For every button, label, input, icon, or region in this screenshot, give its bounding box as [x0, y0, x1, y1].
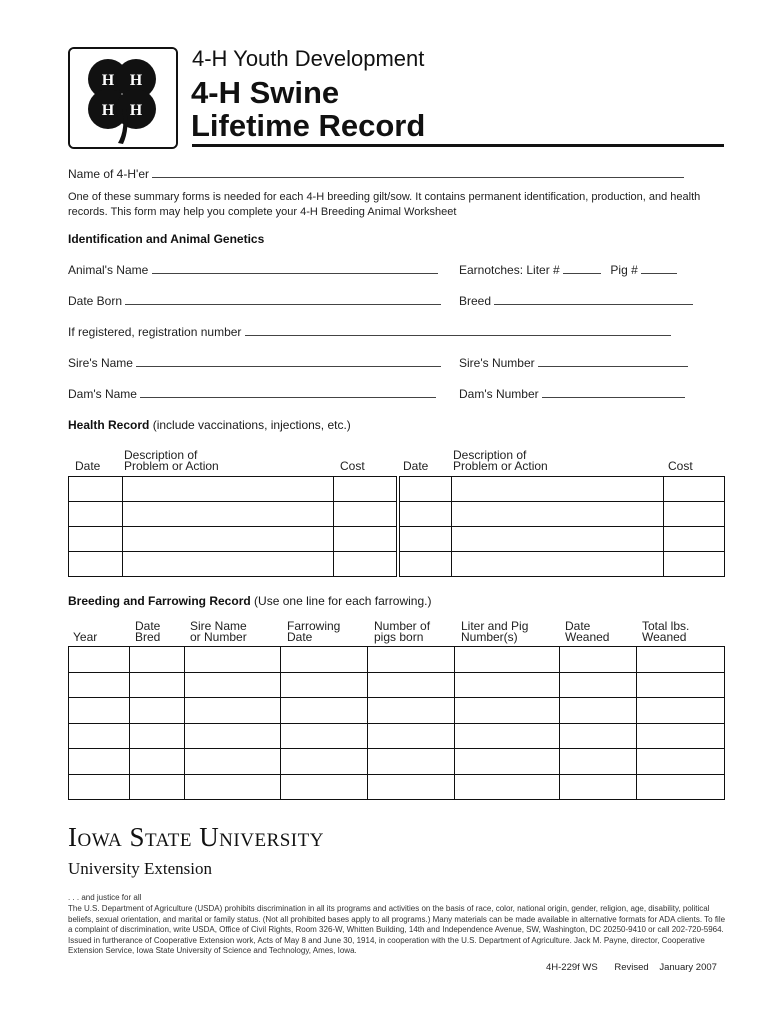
breeding-col-header — [287, 621, 340, 643]
health-col-desc-left-l2: Problem or Action — [124, 459, 219, 473]
breed-label: Breed — [459, 294, 492, 308]
breeding-cell-sire[interactable] — [185, 774, 281, 800]
sire-name-blank[interactable] — [136, 356, 441, 367]
breeding-cell-date-bred[interactable] — [130, 698, 185, 724]
sire-number-label: Sire's Number — [459, 356, 535, 370]
revision-date: January 2007 — [659, 962, 717, 973]
breeding-cell-farrowing-date[interactable] — [281, 723, 368, 749]
health-cell-cost-right[interactable] — [664, 527, 725, 552]
health-cell-date-right[interactable] — [400, 477, 452, 502]
health-cell-date-right[interactable] — [400, 502, 452, 527]
health-table-row — [69, 502, 725, 527]
breeding-cell-year[interactable] — [69, 723, 130, 749]
breeding-cell-farrowing-date[interactable] — [281, 774, 368, 800]
breeding-cell-date-weaned[interactable] — [560, 774, 637, 800]
health-cell-description-left[interactable] — [123, 552, 334, 577]
breeding-table-row — [69, 774, 725, 800]
breeding-cell-litter-pig-numbers[interactable] — [455, 698, 560, 724]
isu-wordmark — [68, 822, 324, 853]
dam-number-field[interactable] — [459, 387, 685, 401]
sire-name-label: Sire's Name — [68, 356, 133, 370]
breeding-cell-date-bred[interactable] — [130, 647, 185, 673]
breeding-col-header-line1: Date — [135, 619, 161, 633]
breeding-table-row — [69, 723, 725, 749]
department-subtitle: 4-H Youth Development — [192, 46, 425, 71]
health-table-row — [69, 527, 725, 552]
identification-heading: Identification and Animal Genetics — [68, 232, 265, 246]
litter-number-blank[interactable] — [563, 263, 601, 274]
breeding-cell-date-weaned[interactable] — [560, 672, 637, 698]
date-born-label: Date Born — [68, 294, 123, 308]
breeding-cell-pigs-born[interactable] — [368, 698, 455, 724]
health-cell-date-right[interactable] — [400, 552, 452, 577]
registration-blank[interactable] — [245, 325, 671, 336]
breeding-cell-year[interactable] — [69, 672, 130, 698]
4h-clover-logo — [68, 47, 178, 149]
breeding-col-header — [73, 621, 97, 643]
breeding-col-header — [374, 621, 430, 643]
pig-number-label: Pig # — [610, 263, 638, 277]
breeding-col-header — [461, 621, 528, 643]
breeding-cell-pigs-born[interactable] — [368, 647, 455, 673]
breeding-cell-sire[interactable] — [185, 647, 281, 673]
health-record-table — [68, 476, 725, 577]
svg-text:H: H — [129, 72, 143, 89]
breeding-col-header-line1: Liter and Pig — [461, 619, 529, 633]
svg-text:H: H — [101, 102, 115, 119]
breeding-cell-date-weaned[interactable] — [560, 749, 637, 775]
breeding-cell-date-bred[interactable] — [130, 749, 185, 775]
breeding-table-row — [69, 749, 725, 775]
sire-number-blank[interactable] — [538, 356, 688, 367]
breeding-cell-date-weaned[interactable] — [560, 698, 637, 724]
health-cell-description-right[interactable] — [452, 502, 664, 527]
breeding-cell-sire[interactable] — [185, 723, 281, 749]
health-cell-date-left[interactable] — [69, 552, 123, 577]
health-col-desc-left — [124, 450, 219, 472]
breeding-cell-farrowing-date[interactable] — [281, 647, 368, 673]
earnotches-field[interactable] — [459, 263, 677, 277]
health-cell-description-right[interactable] — [452, 477, 664, 502]
logo-mark: 18 U.S.C. 707 — [136, 136, 168, 142]
clover-icon — [70, 49, 176, 147]
name-field[interactable] — [68, 167, 684, 181]
breeding-table-row — [69, 698, 725, 724]
breeding-cell-farrowing-date[interactable] — [281, 749, 368, 775]
breeding-col-header-line2: Number(s) — [461, 630, 518, 644]
breeding-cell-total-lbs-weaned[interactable] — [637, 672, 725, 698]
breeding-cell-date-bred[interactable] — [130, 723, 185, 749]
health-cell-cost-right[interactable] — [664, 552, 725, 577]
breed-field[interactable] — [459, 294, 693, 308]
breeding-cell-total-lbs-weaned[interactable] — [637, 698, 725, 724]
health-cell-date-right[interactable] — [400, 527, 452, 552]
breeding-cell-farrowing-date[interactable] — [281, 698, 368, 724]
breeding-col-header-line2: or Number — [190, 630, 247, 644]
page-title — [191, 76, 425, 142]
breeding-col-header — [565, 621, 609, 643]
breeding-cell-total-lbs-weaned[interactable] — [637, 723, 725, 749]
breeding-cell-total-lbs-weaned[interactable] — [637, 749, 725, 775]
breeding-col-header-line1: Date — [565, 619, 591, 633]
health-col-date-left: Date — [75, 459, 101, 473]
breeding-col-header — [190, 621, 247, 643]
health-cell-cost-right[interactable] — [664, 477, 725, 502]
breeding-cell-year[interactable] — [69, 774, 130, 800]
breeding-cell-litter-pig-numbers[interactable] — [455, 723, 560, 749]
breeding-cell-date-weaned[interactable] — [560, 647, 637, 673]
form-code — [546, 962, 717, 973]
breeding-cell-sire[interactable] — [185, 672, 281, 698]
date-born-blank[interactable] — [125, 294, 441, 305]
breeding-col-header-line2: Weaned — [565, 630, 610, 644]
breeding-col-header-line1: Number of — [374, 619, 431, 633]
breeding-cell-pigs-born[interactable] — [368, 774, 455, 800]
health-col-cost-right: Cost — [668, 459, 693, 473]
breeding-cell-farrowing-date[interactable] — [281, 672, 368, 698]
health-cell-cost-left[interactable] — [334, 502, 397, 527]
health-col-cost-left: Cost — [340, 459, 365, 473]
breeding-col-header — [135, 621, 160, 643]
breeding-cell-litter-pig-numbers[interactable] — [455, 749, 560, 775]
registration-label: If registered, registration number — [68, 325, 242, 339]
svg-text:H: H — [129, 102, 143, 119]
health-heading-title: Health Record — [68, 418, 150, 432]
breeding-col-header-line2: Year — [73, 630, 98, 644]
health-heading-note: (include vaccinations, injections, etc.) — [152, 418, 351, 432]
title-line-2: Lifetime Record — [191, 108, 426, 143]
breeding-heading — [68, 594, 431, 608]
breed-blank[interactable] — [494, 294, 693, 305]
breeding-heading-note: (Use one line for each farrowing.) — [254, 594, 432, 608]
health-cell-cost-left[interactable] — [334, 527, 397, 552]
svg-text:H: H — [101, 72, 115, 89]
name-label: Name of 4-H'er — [68, 167, 149, 181]
breeding-cell-pigs-born[interactable] — [368, 723, 455, 749]
breeding-cell-pigs-born[interactable] — [368, 672, 455, 698]
health-cell-description-left[interactable] — [123, 502, 334, 527]
sire-number-field[interactable] — [459, 356, 688, 370]
health-cell-description-right[interactable] — [452, 552, 664, 577]
breeding-cell-total-lbs-weaned[interactable] — [637, 774, 725, 800]
date-born-field[interactable] — [68, 294, 441, 308]
intro-paragraph: One of these summary forms is needed for each 4-H breeding gilt/sow. It contains permanent identification, production, and health records. This form may help you complete your 4-H Breeding Animal Worksheet — [68, 191, 701, 218]
breeding-table-row — [69, 672, 725, 698]
health-cell-cost-left[interactable] — [334, 477, 397, 502]
title-line-1: 4-H Swine — [191, 75, 340, 110]
health-col-desc-right-l2: Problem or Action — [453, 459, 548, 473]
university-name: Iowa State University — [68, 822, 324, 852]
dam-name-field[interactable] — [68, 387, 436, 401]
breeding-cell-sire[interactable] — [185, 749, 281, 775]
dam-name-label: Dam's Name — [68, 387, 137, 401]
breeding-col-header-line2: pigs born — [374, 630, 424, 644]
breeding-cell-litter-pig-numbers[interactable] — [455, 672, 560, 698]
animal-name-blank[interactable] — [152, 263, 438, 274]
usda-disclaimer: The U.S. Department of Agriculture (USDA) prohibits discrimination in all its programs and activities on the basis of race, color, national origin, gender, religion, age, disability, political beliefs, sexual orientation, and marital or family status. (Not all prohibited bases apply to all programs.) Many materials can be made available in alternative formats for ADA clients. To file a complaint of discrimination, write USDA, Office of Civil Rights, Room 326-W, Whitten Building, 14th and Independence Avenue, SW, Washington, DC 20250-9410 or call 202-720-5964. Issued in furtherance of Cooperative Extension work, Acts of May 8 and June 30, 1914, in cooperation with the U.S. Department of Agriculture. Jack M. Payne, director, Cooperative Extension Service, Iowa State University of Science and Technology, Ames, Iowa. — [68, 904, 726, 955]
health-col-desc-right-l1: Description of — [453, 448, 527, 462]
pig-number-blank[interactable] — [641, 263, 677, 274]
breeding-cell-sire[interactable] — [185, 698, 281, 724]
earnotches-label: Earnotches: Liter # — [459, 263, 560, 277]
name-blank[interactable] — [152, 167, 684, 178]
health-col-desc-left-l1: Description of — [124, 448, 198, 462]
health-cell-description-left[interactable] — [123, 477, 334, 502]
health-cell-date-left[interactable] — [69, 477, 123, 502]
health-cell-cost-right[interactable] — [664, 502, 725, 527]
header-rule — [192, 144, 724, 147]
dam-number-label: Dam's Number — [459, 387, 539, 401]
justice-line: . . . and justice for all — [68, 893, 142, 902]
health-table-row — [69, 552, 725, 577]
health-table-row — [69, 477, 725, 502]
extension-name: University Extension — [68, 859, 213, 878]
breeding-record-table — [68, 646, 725, 800]
health-cell-date-left[interactable] — [69, 527, 123, 552]
breeding-col-header-line1: Sire Name — [190, 619, 247, 633]
animal-name-field[interactable] — [68, 263, 438, 277]
dam-number-blank[interactable] — [542, 387, 685, 398]
breeding-col-header — [642, 621, 689, 643]
breeding-col-header-line2: Weaned — [642, 630, 687, 644]
breeding-cell-total-lbs-weaned[interactable] — [637, 647, 725, 673]
health-col-desc-right — [453, 450, 548, 472]
sire-name-field[interactable] — [68, 356, 441, 370]
health-cell-cost-left[interactable] — [334, 552, 397, 577]
breeding-heading-title: Breeding and Farrowing Record — [68, 594, 251, 608]
health-cell-description-left[interactable] — [123, 527, 334, 552]
dam-name-blank[interactable] — [140, 387, 436, 398]
revised-label: Revised — [614, 962, 649, 973]
breeding-cell-date-bred[interactable] — [130, 774, 185, 800]
breeding-col-header-line2: Bred — [135, 630, 161, 644]
breeding-cell-litter-pig-numbers[interactable] — [455, 647, 560, 673]
breeding-col-header-line1: Total lbs. — [642, 619, 690, 633]
health-cell-date-left[interactable] — [69, 502, 123, 527]
breeding-col-header-line2: Date — [287, 630, 313, 644]
health-col-date-right: Date — [403, 459, 429, 473]
breeding-cell-year[interactable] — [69, 647, 130, 673]
breeding-col-header-line1: Farrowing — [287, 619, 341, 633]
registration-field[interactable] — [68, 325, 671, 339]
breeding-cell-date-bred[interactable] — [130, 672, 185, 698]
health-heading — [68, 418, 351, 432]
health-cell-description-right[interactable] — [452, 527, 664, 552]
breeding-cell-pigs-born[interactable] — [368, 749, 455, 775]
breeding-cell-year[interactable] — [69, 698, 130, 724]
breeding-cell-date-weaned[interactable] — [560, 723, 637, 749]
breeding-table-row — [69, 647, 725, 673]
breeding-cell-litter-pig-numbers[interactable] — [455, 774, 560, 800]
animal-name-label: Animal's Name — [68, 263, 149, 277]
breeding-cell-year[interactable] — [69, 749, 130, 775]
form-code-number: 4H-229f WS — [546, 962, 598, 973]
